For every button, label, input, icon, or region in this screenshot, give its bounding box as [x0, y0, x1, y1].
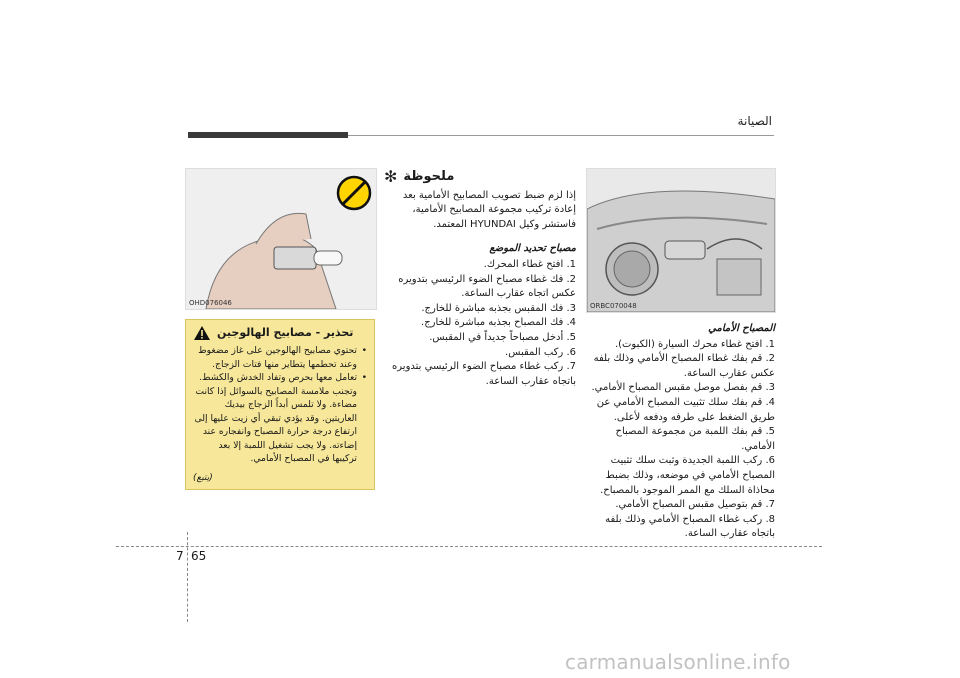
list-item: 4. فك المصباح بجذبه مباشرة للخارج. — [421, 317, 576, 329]
image-code: ORBC070048 — [590, 302, 637, 310]
header-accent-bar — [188, 132, 348, 138]
note-and-position-lamp — [384, 167, 576, 389]
list-item: 2. قم بفك غطاء المصباح الأمامي وذلك بلفه عكس عقارب الساعة. — [593, 353, 775, 379]
continued-label: (يتبع) — [193, 472, 213, 483]
asterisk-icon: ✻ — [384, 167, 398, 186]
list-item: 5. أدخل مصباحاً جديداً في المقبس. — [429, 331, 576, 343]
note-text: إذا لزم ضبط تصويب المصابيح الأمامية بعد إعادة تركيب مجموعة المصابيح الأمامية، فاستشر وكيل HYUNDAI المعتمد. — [402, 189, 576, 230]
list-item: • تعامل معها بحرص وتفاد الخدش والكشط. وتجنب ملامسة المصابيح بالسوائل إذا كانت مضاءة. ولا تلمس أبداً الزجاج بيديك العاريتين. وقد يؤدي تبقي أي زيت عليها إلى ارتفاع درجة حرارة المصباح وانفجاره عند إضاءته. ولا يجب تشغيل اللمبة إلا بعد تركيبها في المصباح الأمامي. — [193, 371, 367, 466]
list-item: 7. قم بتوصيل مقبس المصباح الأمامي. — [615, 499, 775, 511]
headlight-instructions — [583, 322, 775, 542]
list-item: 3. فك المقبس بجذبه مباشرة للخارج. — [421, 302, 576, 314]
footer-rule — [116, 546, 822, 547]
list-item: 6. ركب المقبس. — [505, 346, 576, 358]
list-item: 6. ركب اللمبة الجديدة وثبت سلك تثبيت المصباح الأمامي في موضعه، وذلك بضبط محاذاة السلك مع الممر الموجود بالمصباح. — [600, 455, 775, 496]
note-heading — [384, 167, 576, 186]
list-item: 8. ركب غطاء المصباح الأمامي وذلك بلفه باتجاه عقارب الساعة. — [605, 513, 775, 540]
watermark: carmanualsonline.info — [565, 650, 791, 674]
subhead-headlight: المصباح الأمامي — [708, 323, 775, 334]
list-item: 4. قم بفك سلك تثبيت المصباح الأمامي عن طريق الضغط على طرفه ودفعه لأعلى. — [596, 396, 775, 423]
note-title: ملحوظة — [403, 169, 455, 184]
warning-list — [193, 344, 367, 466]
list-item: 5. قم بفك اللمبة من مجموعة المصباح الأمامي. — [615, 426, 775, 452]
list-item: 1. افتح غطاء المحرك. — [483, 258, 576, 270]
section-title: الصيانة — [737, 114, 772, 128]
warning-box — [185, 319, 375, 490]
image-code: OHD076046 — [189, 299, 232, 307]
subhead-position-lamp: مصباح تحديد الموضع — [489, 243, 576, 255]
headlight-illustration — [587, 169, 775, 312]
list-item: 7. ركب غطاء مصباح الضوء الرئيسي بتدويره باتجاه عقارب الساعة. — [392, 361, 576, 387]
headlight-steps — [583, 338, 775, 542]
list-item: • تحتوي مصابيح الهالوجين على غاز مضغوط وعند تحطمها يتطاير منها فتات الزجاج. — [193, 344, 367, 371]
page-number: 65 — [191, 549, 207, 563]
warning-title-row — [193, 325, 367, 341]
chapter-number: 7 — [176, 549, 184, 563]
warning-triangle-icon — [193, 325, 211, 341]
list-item: 3. قم بفصل موصل مقبس المصباح الأمامي. — [591, 382, 775, 394]
halogen-bulb-image — [185, 168, 377, 310]
list-item: 2. فك غطاء مصباح الضوء الرئيسي بتدويره عكس اتجاه عقارب الساعة. — [398, 273, 576, 300]
position-lamp-steps — [384, 258, 576, 389]
note-body — [384, 189, 576, 233]
warning-title: تحذير - مصابيح الهالوجين — [217, 326, 354, 340]
hand-bulb-illustration — [186, 169, 376, 309]
list-item: 1. افتح غطاء محرك السيارة (الكبوت). — [614, 338, 775, 350]
headlight-assembly-image — [586, 168, 776, 313]
footer-divider — [187, 532, 188, 622]
